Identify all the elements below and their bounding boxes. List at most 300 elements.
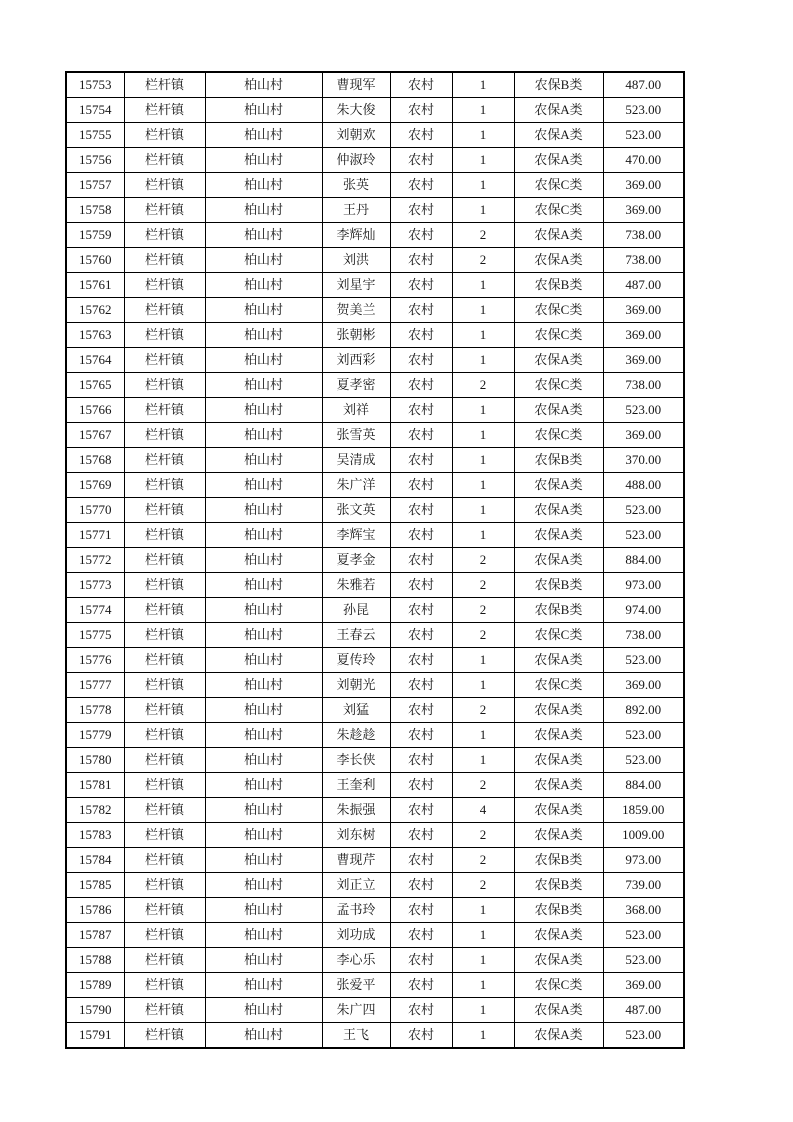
- table-row: [66, 698, 684, 723]
- table-cell-village: 柏山村: [205, 473, 322, 498]
- table-cell-insurance-type: 农保B类: [514, 898, 603, 923]
- table-row: [66, 473, 684, 498]
- table-cell-person-count: 1: [452, 723, 514, 748]
- table-cell-insurance-type: 农保A类: [514, 223, 603, 248]
- table-cell-insurance-type: 农保A类: [514, 998, 603, 1023]
- table-cell-insurance-type: 农保A类: [514, 248, 603, 273]
- table-cell-village: 柏山村: [205, 348, 322, 373]
- table-cell-person-count: 1: [452, 98, 514, 123]
- table-cell-village: 柏山村: [205, 548, 322, 573]
- table-cell-insurance-type: 农保A类: [514, 773, 603, 798]
- table-cell-record-id: 15768: [66, 448, 124, 473]
- table-cell-village: 柏山村: [205, 72, 322, 98]
- table-cell-town: 栏杆镇: [124, 198, 205, 223]
- table-cell-category: 农村: [390, 123, 452, 148]
- table-row: [66, 448, 684, 473]
- table-cell-town: 栏杆镇: [124, 948, 205, 973]
- table-cell-town: 栏杆镇: [124, 123, 205, 148]
- table-row: [66, 1023, 684, 1049]
- table-cell-amount: 738.00: [603, 223, 684, 248]
- table-row: [66, 823, 684, 848]
- table-cell-village: 柏山村: [205, 598, 322, 623]
- table-cell-town: 栏杆镇: [124, 323, 205, 348]
- table-cell-town: 栏杆镇: [124, 898, 205, 923]
- table-cell-person-name: 李长侠: [322, 748, 390, 773]
- table-cell-person-name: 张朝彬: [322, 323, 390, 348]
- table-cell-record-id: 15763: [66, 323, 124, 348]
- table-row: [66, 298, 684, 323]
- table-cell-town: 栏杆镇: [124, 548, 205, 573]
- table-cell-amount: 523.00: [603, 723, 684, 748]
- table-cell-village: 柏山村: [205, 523, 322, 548]
- table-cell-amount: 523.00: [603, 98, 684, 123]
- table-cell-person-name: 孙昆: [322, 598, 390, 623]
- table-cell-person-name: 王飞: [322, 1023, 390, 1049]
- table-cell-amount: 523.00: [603, 523, 684, 548]
- table-cell-town: 栏杆镇: [124, 448, 205, 473]
- table-cell-village: 柏山村: [205, 323, 322, 348]
- table-cell-village: 柏山村: [205, 198, 322, 223]
- table-cell-amount: 369.00: [603, 673, 684, 698]
- table-cell-category: 农村: [390, 98, 452, 123]
- table-cell-amount: 368.00: [603, 898, 684, 923]
- table-cell-insurance-type: 农保C类: [514, 173, 603, 198]
- table-cell-record-id: 15776: [66, 648, 124, 673]
- table-cell-village: 柏山村: [205, 848, 322, 873]
- table-cell-town: 栏杆镇: [124, 923, 205, 948]
- table-cell-village: 柏山村: [205, 423, 322, 448]
- table-cell-amount: 738.00: [603, 248, 684, 273]
- table-cell-person-count: 1: [452, 173, 514, 198]
- table-cell-category: 农村: [390, 773, 452, 798]
- table-cell-category: 农村: [390, 298, 452, 323]
- table-cell-record-id: 15773: [66, 573, 124, 598]
- table-cell-record-id: 15791: [66, 1023, 124, 1049]
- table-cell-village: 柏山村: [205, 948, 322, 973]
- table-cell-category: 农村: [390, 348, 452, 373]
- table-cell-person-name: 朱大俊: [322, 98, 390, 123]
- table-cell-category: 农村: [390, 823, 452, 848]
- table-row: [66, 648, 684, 673]
- table-cell-amount: 487.00: [603, 273, 684, 298]
- table-cell-person-count: 1: [452, 123, 514, 148]
- table-cell-record-id: 15779: [66, 723, 124, 748]
- table-row: [66, 373, 684, 398]
- table-cell-village: 柏山村: [205, 998, 322, 1023]
- table-cell-record-id: 15788: [66, 948, 124, 973]
- table-cell-person-count: 1: [452, 923, 514, 948]
- table-cell-person-name: 张爱平: [322, 973, 390, 998]
- table-cell-record-id: 15783: [66, 823, 124, 848]
- table-cell-category: 农村: [390, 948, 452, 973]
- table-cell-insurance-type: 农保B类: [514, 273, 603, 298]
- table-cell-town: 栏杆镇: [124, 598, 205, 623]
- table-cell-category: 农村: [390, 573, 452, 598]
- table-cell-village: 柏山村: [205, 723, 322, 748]
- table-cell-person-count: 2: [452, 598, 514, 623]
- table-cell-amount: 884.00: [603, 773, 684, 798]
- table-cell-insurance-type: 农保C类: [514, 373, 603, 398]
- table-cell-amount: 369.00: [603, 198, 684, 223]
- table-cell-village: 柏山村: [205, 273, 322, 298]
- table-cell-person-count: 1: [452, 498, 514, 523]
- table-cell-person-count: 1: [452, 398, 514, 423]
- table-row: [66, 398, 684, 423]
- table-cell-person-count: 2: [452, 573, 514, 598]
- table-cell-category: 农村: [390, 323, 452, 348]
- table-cell-record-id: 15780: [66, 748, 124, 773]
- table-row: [66, 898, 684, 923]
- table-cell-category: 农村: [390, 523, 452, 548]
- table-cell-record-id: 15765: [66, 373, 124, 398]
- table-row: [66, 773, 684, 798]
- table-row: [66, 748, 684, 773]
- table-cell-record-id: 15755: [66, 123, 124, 148]
- table-cell-category: 农村: [390, 373, 452, 398]
- table-cell-insurance-type: 农保B类: [514, 573, 603, 598]
- table-cell-category: 农村: [390, 598, 452, 623]
- table-cell-town: 栏杆镇: [124, 523, 205, 548]
- table-cell-category: 农村: [390, 748, 452, 773]
- table-cell-record-id: 15761: [66, 273, 124, 298]
- table-cell-category: 农村: [390, 798, 452, 823]
- table-cell-town: 栏杆镇: [124, 173, 205, 198]
- table-cell-insurance-type: 农保A类: [514, 798, 603, 823]
- table-row: [66, 723, 684, 748]
- table-cell-amount: 973.00: [603, 573, 684, 598]
- table-cell-record-id: 15764: [66, 348, 124, 373]
- table-cell-village: 柏山村: [205, 748, 322, 773]
- table-row: [66, 798, 684, 823]
- table-cell-person-name: 曹现军: [322, 72, 390, 98]
- table-cell-town: 栏杆镇: [124, 723, 205, 748]
- table-cell-record-id: 15775: [66, 623, 124, 648]
- table-cell-amount: 523.00: [603, 648, 684, 673]
- table-cell-record-id: 15786: [66, 898, 124, 923]
- table-cell-town: 栏杆镇: [124, 473, 205, 498]
- table-cell-insurance-type: 农保A类: [514, 948, 603, 973]
- table-cell-person-count: 1: [452, 273, 514, 298]
- table-cell-record-id: 15774: [66, 598, 124, 623]
- table-cell-person-count: 2: [452, 248, 514, 273]
- table-row: [66, 948, 684, 973]
- table-cell-person-count: 1: [452, 198, 514, 223]
- table-cell-town: 栏杆镇: [124, 748, 205, 773]
- table-row: [66, 598, 684, 623]
- table-cell-person-name: 王丹: [322, 198, 390, 223]
- table-cell-village: 柏山村: [205, 173, 322, 198]
- table-cell-village: 柏山村: [205, 373, 322, 398]
- table-cell-person-count: 1: [452, 1023, 514, 1049]
- table-cell-person-name: 王春云: [322, 623, 390, 648]
- table-cell-amount: 523.00: [603, 123, 684, 148]
- table-cell-town: 栏杆镇: [124, 873, 205, 898]
- table-cell-amount: 369.00: [603, 973, 684, 998]
- table-cell-person-name: 刘朝光: [322, 673, 390, 698]
- table-cell-category: 农村: [390, 473, 452, 498]
- table-cell-person-name: 刘东树: [322, 823, 390, 848]
- table-cell-amount: 884.00: [603, 548, 684, 573]
- table-cell-person-count: 1: [452, 998, 514, 1023]
- table-cell-insurance-type: 农保C类: [514, 973, 603, 998]
- table-cell-record-id: 15760: [66, 248, 124, 273]
- table-cell-person-count: 1: [452, 523, 514, 548]
- table-row: [66, 148, 684, 173]
- table-cell-town: 栏杆镇: [124, 698, 205, 723]
- table-cell-insurance-type: 农保A类: [514, 348, 603, 373]
- table-cell-amount: 369.00: [603, 323, 684, 348]
- table-cell-category: 农村: [390, 198, 452, 223]
- table-cell-person-count: 1: [452, 298, 514, 323]
- table-cell-category: 农村: [390, 648, 452, 673]
- table-cell-category: 农村: [390, 148, 452, 173]
- table-cell-insurance-type: 农保B类: [514, 598, 603, 623]
- table-cell-person-count: 2: [452, 773, 514, 798]
- table-row: [66, 173, 684, 198]
- table-cell-record-id: 15771: [66, 523, 124, 548]
- table-cell-person-name: 刘朝欢: [322, 123, 390, 148]
- table-cell-person-count: 1: [452, 423, 514, 448]
- table-cell-record-id: 15784: [66, 848, 124, 873]
- table-cell-person-count: 2: [452, 223, 514, 248]
- table-cell-person-name: 刘洪: [322, 248, 390, 273]
- table-cell-person-name: 夏孝金: [322, 548, 390, 573]
- table-cell-village: 柏山村: [205, 673, 322, 698]
- table-cell-town: 栏杆镇: [124, 573, 205, 598]
- table-cell-insurance-type: 农保A类: [514, 748, 603, 773]
- table-cell-amount: 738.00: [603, 373, 684, 398]
- table-cell-amount: 369.00: [603, 298, 684, 323]
- table-row: [66, 123, 684, 148]
- table-cell-amount: 487.00: [603, 72, 684, 98]
- table-cell-category: 农村: [390, 248, 452, 273]
- table-cell-town: 栏杆镇: [124, 673, 205, 698]
- table-cell-person-count: 1: [452, 973, 514, 998]
- table-cell-person-name: 张雪英: [322, 423, 390, 448]
- table-cell-record-id: 15785: [66, 873, 124, 898]
- table-cell-insurance-type: 农保A类: [514, 548, 603, 573]
- table-cell-person-name: 张文英: [322, 498, 390, 523]
- table-cell-category: 农村: [390, 848, 452, 873]
- table-cell-person-name: 李辉灿: [322, 223, 390, 248]
- table-cell-amount: 739.00: [603, 873, 684, 898]
- table-cell-person-name: 朱趁趁: [322, 723, 390, 748]
- table-cell-record-id: 15789: [66, 973, 124, 998]
- table-cell-insurance-type: 农保C类: [514, 198, 603, 223]
- table-cell-amount: 523.00: [603, 748, 684, 773]
- table-row: [66, 623, 684, 648]
- table-cell-village: 柏山村: [205, 148, 322, 173]
- table-cell-person-count: 2: [452, 823, 514, 848]
- table-cell-category: 农村: [390, 673, 452, 698]
- table-cell-village: 柏山村: [205, 398, 322, 423]
- table-row: [66, 673, 684, 698]
- table-cell-town: 栏杆镇: [124, 398, 205, 423]
- table-cell-person-name: 朱振强: [322, 798, 390, 823]
- table-cell-person-name: 朱广洋: [322, 473, 390, 498]
- table-cell-insurance-type: 农保A类: [514, 823, 603, 848]
- table-cell-insurance-type: 农保A类: [514, 523, 603, 548]
- table-cell-person-count: 2: [452, 548, 514, 573]
- table-cell-village: 柏山村: [205, 873, 322, 898]
- table-cell-village: 柏山村: [205, 623, 322, 648]
- table-cell-insurance-type: 农保B类: [514, 873, 603, 898]
- table-cell-town: 栏杆镇: [124, 498, 205, 523]
- table-cell-town: 栏杆镇: [124, 423, 205, 448]
- table-row: [66, 223, 684, 248]
- table-cell-record-id: 15781: [66, 773, 124, 798]
- table-cell-village: 柏山村: [205, 923, 322, 948]
- table-cell-insurance-type: 农保A类: [514, 923, 603, 948]
- table-cell-category: 农村: [390, 898, 452, 923]
- table-cell-village: 柏山村: [205, 1023, 322, 1049]
- table-cell-town: 栏杆镇: [124, 798, 205, 823]
- table-cell-person-name: 李心乐: [322, 948, 390, 973]
- table-cell-record-id: 15790: [66, 998, 124, 1023]
- table-cell-village: 柏山村: [205, 123, 322, 148]
- table-cell-amount: 973.00: [603, 848, 684, 873]
- table-cell-person-name: 刘功成: [322, 923, 390, 948]
- table-cell-insurance-type: 农保B类: [514, 848, 603, 873]
- table-cell-person-count: 1: [452, 898, 514, 923]
- table-cell-town: 栏杆镇: [124, 72, 205, 98]
- table-cell-person-count: 1: [452, 473, 514, 498]
- data-table: [65, 71, 685, 1049]
- table-cell-insurance-type: 农保A类: [514, 698, 603, 723]
- table-cell-village: 柏山村: [205, 223, 322, 248]
- table-row: [66, 573, 684, 598]
- table-cell-person-name: 刘祥: [322, 398, 390, 423]
- table-cell-category: 农村: [390, 548, 452, 573]
- table-cell-record-id: 15782: [66, 798, 124, 823]
- table-row: [66, 848, 684, 873]
- table-cell-amount: 370.00: [603, 448, 684, 473]
- table-cell-person-name: 仲淑玲: [322, 148, 390, 173]
- table-row: [66, 498, 684, 523]
- table-cell-amount: 523.00: [603, 498, 684, 523]
- table-cell-category: 农村: [390, 273, 452, 298]
- table-cell-person-name: 王奎利: [322, 773, 390, 798]
- table-cell-amount: 369.00: [603, 348, 684, 373]
- table-cell-record-id: 15787: [66, 923, 124, 948]
- table-cell-person-name: 曹现芹: [322, 848, 390, 873]
- table-cell-amount: 1009.00: [603, 823, 684, 848]
- table-cell-person-count: 1: [452, 448, 514, 473]
- table-row: [66, 423, 684, 448]
- table-row: [66, 72, 684, 98]
- table-row: [66, 548, 684, 573]
- table-cell-category: 农村: [390, 398, 452, 423]
- table-cell-amount: 974.00: [603, 598, 684, 623]
- table-cell-record-id: 15772: [66, 548, 124, 573]
- table-cell-person-count: 1: [452, 673, 514, 698]
- table-cell-person-count: 1: [452, 72, 514, 98]
- table-cell-person-name: 刘猛: [322, 698, 390, 723]
- table-cell-amount: 523.00: [603, 948, 684, 973]
- table-cell-record-id: 15754: [66, 98, 124, 123]
- table-cell-town: 栏杆镇: [124, 623, 205, 648]
- table-cell-insurance-type: 农保B类: [514, 72, 603, 98]
- table-cell-person-name: 李辉宝: [322, 523, 390, 548]
- table-cell-person-count: 2: [452, 623, 514, 648]
- table-cell-record-id: 15757: [66, 173, 124, 198]
- table-cell-record-id: 15758: [66, 198, 124, 223]
- table-cell-person-count: 1: [452, 323, 514, 348]
- table-cell-town: 栏杆镇: [124, 773, 205, 798]
- table-cell-insurance-type: 农保C类: [514, 423, 603, 448]
- table-cell-village: 柏山村: [205, 973, 322, 998]
- table-cell-category: 农村: [390, 973, 452, 998]
- table-cell-village: 柏山村: [205, 823, 322, 848]
- table-cell-record-id: 15769: [66, 473, 124, 498]
- table-cell-village: 柏山村: [205, 298, 322, 323]
- table-body: [66, 72, 684, 1048]
- table-cell-record-id: 15762: [66, 298, 124, 323]
- table-cell-insurance-type: 农保A类: [514, 98, 603, 123]
- table-cell-town: 栏杆镇: [124, 223, 205, 248]
- table-cell-insurance-type: 农保B类: [514, 448, 603, 473]
- table-cell-insurance-type: 农保A类: [514, 723, 603, 748]
- table-cell-amount: 470.00: [603, 148, 684, 173]
- table-cell-record-id: 15778: [66, 698, 124, 723]
- table-cell-town: 栏杆镇: [124, 373, 205, 398]
- table-cell-person-name: 张英: [322, 173, 390, 198]
- table-cell-category: 农村: [390, 448, 452, 473]
- table-cell-category: 农村: [390, 698, 452, 723]
- table-cell-person-count: 1: [452, 748, 514, 773]
- table-cell-person-name: 刘正立: [322, 873, 390, 898]
- table-cell-category: 农村: [390, 998, 452, 1023]
- table-cell-person-count: 1: [452, 648, 514, 673]
- table-cell-village: 柏山村: [205, 498, 322, 523]
- table-cell-person-name: 朱雅若: [322, 573, 390, 598]
- table-cell-town: 栏杆镇: [124, 273, 205, 298]
- table-row: [66, 348, 684, 373]
- table-cell-village: 柏山村: [205, 698, 322, 723]
- table-row: [66, 198, 684, 223]
- table-cell-insurance-type: 农保A类: [514, 148, 603, 173]
- table-cell-insurance-type: 农保A类: [514, 498, 603, 523]
- table-row: [66, 248, 684, 273]
- table-cell-insurance-type: 农保C类: [514, 298, 603, 323]
- table-row: [66, 98, 684, 123]
- table-cell-insurance-type: 农保A类: [514, 398, 603, 423]
- table-cell-insurance-type: 农保C类: [514, 673, 603, 698]
- table-cell-person-name: 夏传玲: [322, 648, 390, 673]
- table-cell-village: 柏山村: [205, 248, 322, 273]
- table-cell-person-count: 2: [452, 698, 514, 723]
- table-cell-record-id: 15766: [66, 398, 124, 423]
- table-cell-person-name: 孟书玲: [322, 898, 390, 923]
- table-cell-town: 栏杆镇: [124, 998, 205, 1023]
- table-row: [66, 323, 684, 348]
- table-cell-category: 农村: [390, 923, 452, 948]
- table-row: [66, 273, 684, 298]
- table-cell-town: 栏杆镇: [124, 348, 205, 373]
- table-cell-insurance-type: 农保A类: [514, 473, 603, 498]
- table-cell-village: 柏山村: [205, 773, 322, 798]
- table-cell-category: 农村: [390, 173, 452, 198]
- table-cell-amount: 488.00: [603, 473, 684, 498]
- table-cell-category: 农村: [390, 1023, 452, 1049]
- table-cell-person-count: 1: [452, 948, 514, 973]
- table-cell-village: 柏山村: [205, 798, 322, 823]
- table-cell-town: 栏杆镇: [124, 973, 205, 998]
- table-cell-town: 栏杆镇: [124, 248, 205, 273]
- table-cell-village: 柏山村: [205, 98, 322, 123]
- table-cell-amount: 487.00: [603, 998, 684, 1023]
- table-cell-person-count: 2: [452, 873, 514, 898]
